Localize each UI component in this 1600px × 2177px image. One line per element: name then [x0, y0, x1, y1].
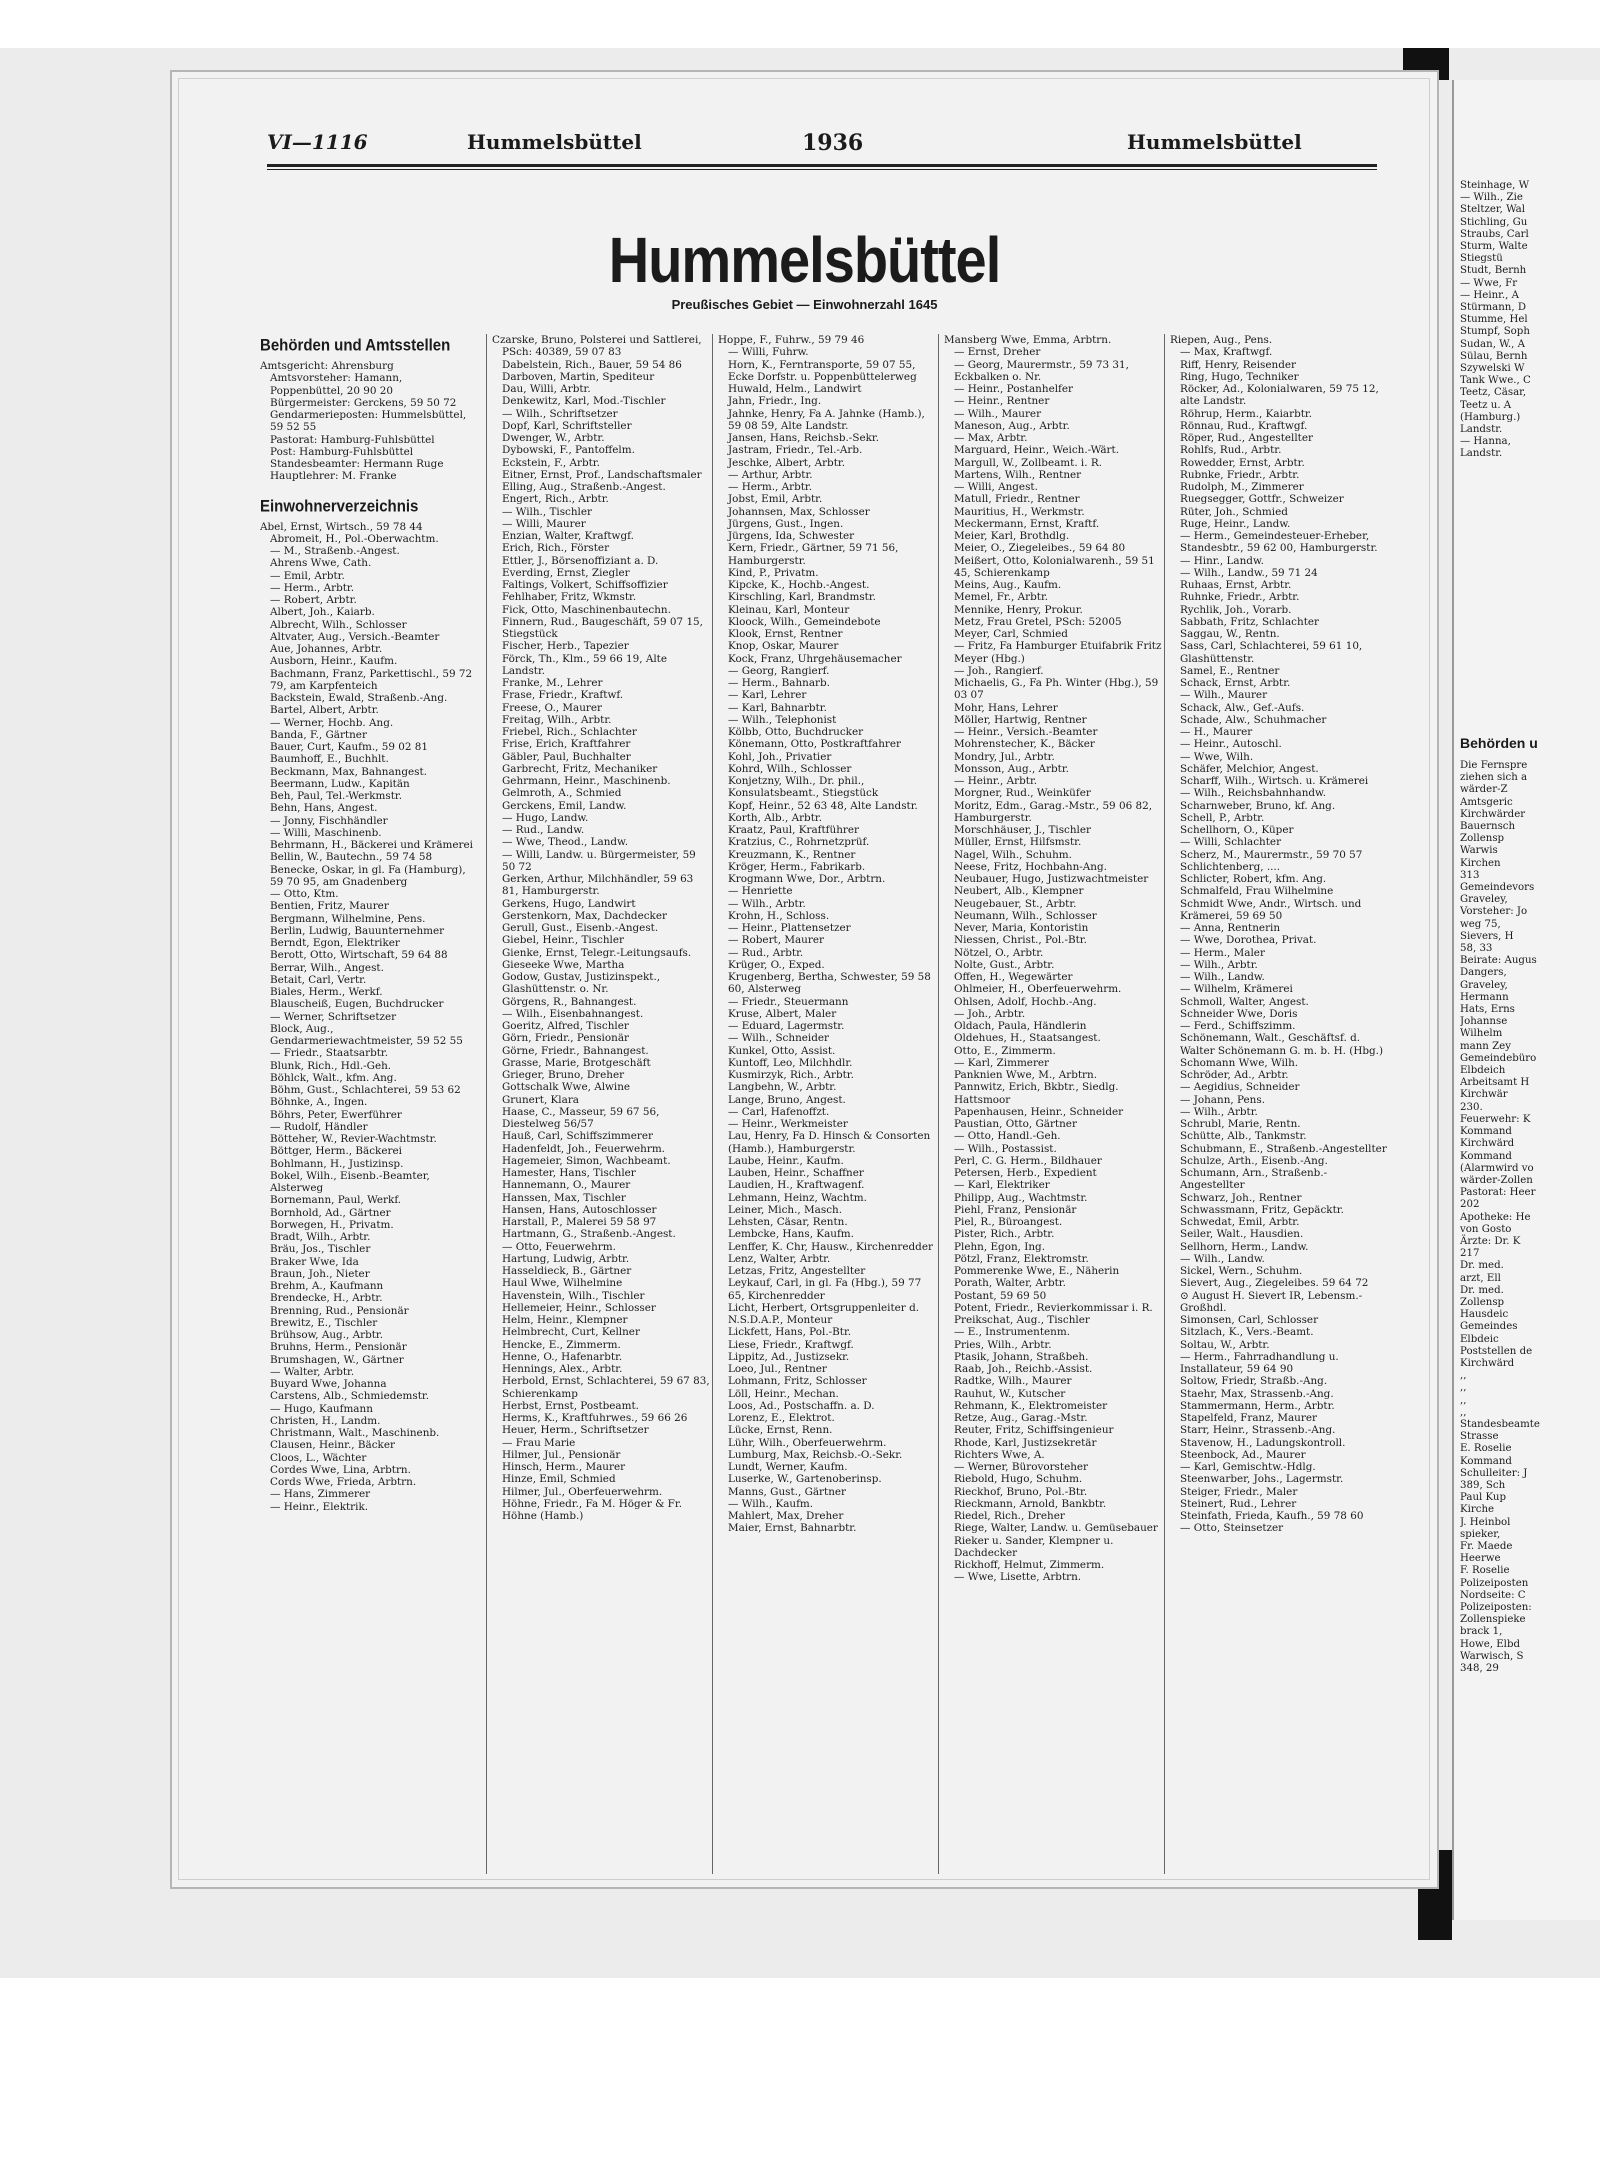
residents-list-4: Mansberg Wwe, Emma, Arbtrn. — Ernst, Dreher — Georg, Maurermstr., 59 73 31, Eckbalken o. Nr. — Heinr., Postanhelfer — Heinr., Rentner — Wilh., Maurer Maneson, Aug., Arbtr. — Max, Arbtr. Marguard, Heinr., Weich.-Wärt. Margull, W., Zollbeamt. i. R. Martens, Wilh., Rentner — Willi, Angest. Matull, Friedr., Rentner Mauritius, H., Werkmstr. Meckermann, Ernst, Kraftf. Meier, Karl, Brothdlg. Meier, O., Ziegeleibes., 59 64 80 Meißert, Otto, Kolonialwarenh., 59 51 45, Schierenkamp Meins, Aug., Kaufm. Memel, Fr., Arbtr. Mennike, Henry, Prokur. Metz, Frau Gretel, PSch: 52005 Meyer, Carl, Schmied — Fritz, Fa Hamburger Etuifabrik Fritz Meyer (Hbg.) — Joh., Rangierf. Michaelis, G., Fa Ph. Winter (Hbg.), 59 03 07 Mohr, Hans, Lehrer Möller, Hartwig, Rentner — Heinr., Versich.-Beamter Mohrenstecher, K., Bäcker Mondry, Jul., Arbtr. Monsson, Aug., Arbtr. — Heinr., Arbtr. Morgner, Rud., Weinküfer Moritz, Edm., Garag.-Mstr., 59 06 82, Hamburgerstr. Morschhäuser, J., Tischler Müller, Ernst, Hilfsmstr. Nagel, Wilh., Schuhm. Neese, Fritz, Hochbahn-Ang. Neubauer, Hugo, Justizwachtmeister Neubert, Alb., Klempner Neugebauer, St., Arbtr. Neumann, Wilh., Schlosser Never, Maria, Kontoristin Niessen, Christ., Pol.-Btr. Nötzel, O., Arbtr. Nolte, Gust., Arbtr. Offen, H., Wegewärter Ohlmeier, H., Oberfeuerwehrm. Ohlsen, Adolf, Hochb.-Ang. — Joh., Arbtr. Oldach, Paula, Händlerin Oldehues, H., Staatsangest. Otto, E., Zimmerm. — Karl, Zimmerer Panknien Wwe, M., Arbtrn. Pannwitz, Erich, Bkbtr., Siedlg. Hattsmoor Papenhausen, Heinr., Schneider Paustian, Otto, Gärtner — Otto, Handl.-Geh. — Wilh., Postassist. Perl, C. G. Herm., Bildhauer Petersen, Herb., Expedient — Karl, Elektriker Philipp, Aug., Wachtmstr. Piehl, Franz, Pensionär Piel, R., Büroangest. Pister, Rich., Arbtr. Plehn, Egon, Ing. Pötzl, Franz, Elektromstr. Pommerenke Wwe, E., Näherin Porath, Walter, Arbtr. Postant, 59 69 50 Potent, Friedr., Revierkommissar i. R. Preikschat, Aug., Tischler — E., Instrumentenm. Pries, Wilh., Arbtr. Ptasik, Johann, Straßbeh. Raab, Joh., Reichb.-Assist. Radtke, Wilh., Maurer Rauhut, W., Kutscher Rehmann, K., Elektromeister Retze, Aug., Garag.-Mstr. Reuter, Fritz, Schiffsingenieur Rhode, Karl, Justizsekretär Richters Wwe, A. — Werner, Bürovorsteher Riebold, Hugo, Schuhm. Rieckhof, Bruno, Pol.-Btr. Rieckmann, Arnold, Bankbtr. Riedel, Rich., Dreher Riege, Walter, Landw. u. Gemüsebauer Rieker u. Sander, Klempner u. Dachdecker Rickhoff, Helmut, Zimmerm. — Wwe, Lisette, Arbtrn.	[944, 334, 1162, 1584]
column-3	[712, 334, 936, 1874]
column-2	[486, 334, 710, 1874]
adjacent-page-list-bottom: Die Fernspre ziehen sich a wärder-Z Amtsgeric Kirchwärder Bauernsch Zollensp Warwis Kirchen 313 Gemeindevors Graveley, Vorsteher: Jo weg 75, Sievers, H 58, 33 Beirate: Augus Dangers, Graveley, Hermann Hats, Erns Johannse Wilhelm mann Zey Gemeindebüro Elbdeich Arbeitsamt H Kirchwär 230. Feuerwehr: K Kommand Kirchwärd Kommand (Alarmwird vo wärder-Zollen Pastorat: Heer 202 Apotheke: He von Gosto Ärzte: Dr. K 217 Dr. med. arzt, Ell Dr. med. Zollensp Hausdeic Gemeindes Elbdeic Poststellen de Kirchwärd ,, ,, ,, ,, Standesbeamte Strasse E. Roselie Kommand Schulleiter: J 389, Sch Paul Kup Kirche J. Heinbol spieker, Fr. Maede Heerwe F. Roselie Polizeiposten Nordseite: C Polizeiposten: Zollenspieke brack 1, Howe, Elbd Warwisch, S 348, 29	[1460, 760, 1540, 1675]
running-head	[267, 130, 1317, 160]
residents-list-5: Riepen, Aug., Pens. — Max, Kraftwgf. Riff, Henry, Reisender Ring, Hugo, Techniker Röcker, Ad., Kolonialwaren, 59 75 12, alte Landstr. Röhrup, Herm., Kaiarbtr. Rönnau, Rud., Kraftwgf. Röper, Rud., Angestellter Rohlfs, Rud., Arbtr. Rowedder, Ernst, Arbtr. Rubnke, Friedr., Arbtr. Rudolph, M., Zimmerer Ruegsegger, Gottfr., Schweizer Rüter, Joh., Schmied Ruge, Heinr., Landw. — Herm., Gemeindesteuer-Erheber, Standesbtr., 59 62 00, Hamburgerstr. — Hinr., Landw. — Wilh., Landw., 59 71 24 Ruhaas, Ernst, Arbtr. Ruhnke, Friedr., Arbtr. Rychlik, Joh., Vorarb. Sabbath, Fritz, Schlachter Saggau, W., Rentn. Sass, Carl, Schlachterei, 59 61 10, Glashüttenstr. Samel, E., Rentner Schack, Ernst, Arbtr. — Wilh., Maurer Schack, Alw., Gef.-Aufs. Schade, Alw., Schuhmacher — H., Maurer — Heinr., Autoschl. — Wwe, Wilh. Schäfer, Melchior, Angest. Scharff, Wilh., Wirtsch. u. Krämerei — Wilh., Reichsbahnhandw. Scharnweber, Bruno, kf. Ang. Schell, P., Arbtr. Schellhorn, O., Küper — Willi, Schlachter Scherz, M., Maurermstr., 59 70 57 Schlichtenberg, .... Schlicter, Robert, kfm. Ang. Schmalfeld, Frau Wilhelmine Schmidt Wwe, Andr., Wirtsch. und Krämerei, 59 69 50 — Anna, Rentnerin — Wwe, Dorothea, Privat. — Herm., Maler — Wilh., Arbtr. — Wilh., Landw. — Wilhelm, Krämerei Schmoll, Walter, Angest. Schneider Wwe, Doris — Ferd., Schiffszimm. Schönemann, Walt., Geschäftsf. d. Walter Schönemann G. m. b. H. (Hbg.) Schomann Wwe, Wilh. Schröder, Ad., Arbtr. — Aegidius, Schneider — Johann, Pens. — Wilh., Arbtr. Schrubl, Marie, Rentn. Schütte, Alb., Tankmstr. Schubmann, E., Straßenb.-Angestellter Schulze, Arth., Eisenb.-Ang. Schumann, Arn., Straßenb.-Angestellter Schwarz, Joh., Rentner Schwassmann, Fritz, Gepäcktr. Schwedat, Emil, Arbtr. Seiler, Walt., Hausdien. Sellhorn, Herm., Landw. — Wilh., Landw. Sickel, Wern., Schuhm. Sievert, Aug., Ziegeleibes. 59 64 72 ⊙ August H. Sievert IR, Lebensm.-Großhdl. Simonsen, Carl, Schlosser Sitzlach, K., Vers.-Beamt. Soltau, W., Arbtr. — Herm., Fahrradhandlung u. Installateur, 59 64 90 Soltow, Friedr, Straßb.-Ang. Staehr, Max, Strassenb.-Ang. Stammermann, Herm., Arbtr. Stapelfeld, Franz, Maurer Starr, Heinr., Strassenb.-Ang. Stavenow, H., Ladungskontroll. Steenbock, Ad., Maurer — Karl, Gemischtw.-Hdlg. Steenwarber, Johs., Lagermstr. Steiger, Friedr., Maler Steinert, Rud., Lehrer Steinfath, Frieda, Kaufh., 59 78 60 — Otto, Steinsetzer	[1170, 334, 1387, 1535]
head-rule	[267, 164, 1377, 167]
column-4	[938, 334, 1162, 1874]
residents-list-1: Abel, Ernst, Wirtsch., 59 78 44 Abromeit, H., Pol.-Oberwachtm. — M., Straßenb.-Angest. Ahrens Wwe, Cath. — Emil, Arbtr. — Herm., Arbtr. — Robert, Arbtr. Albert, Joh., Kaiarb. Albrecht, Wilh., Schlosser Altvater, Aug., Versich.-Beamter Aue, Johannes, Arbtr. Ausborn, Heinr., Kaufm. Bachmann, Franz, Parkettischl., 59 72 79, am Karpfenteich Backstein, Ewald, Straßenb.-Ang. Bartel, Albert, Arbtr. — Werner, Hochb. Ang. Banda, F., Gärtner Bauer, Curt, Kaufm., 59 02 81 Baumhoff, E., Buchhlt. Beckmann, Max, Bahnangest. Beermann, Ludw., Kapitän Beh, Paul, Tel.-Werkmstr. Behn, Hans, Angest. — Jonny, Fischhändler — Willi, Maschinenb. Behrmann, H., Bäckerei und Krämerei Bellin, W., Bautechn., 59 74 58 Benecke, Oskar, in gl. Fa (Hamburg), 59 70 95, am Gnadenberg — Otto, Ktm. Bentien, Fritz, Maurer Bergmann, Wilhelmine, Pens. Berlin, Ludwig, Bauunternehmer Berndt, Egon, Elektriker Berott, Otto, Wirtschaft, 59 64 88 Berrar, Wilh., Angest. Betait, Carl, Vertr. Biales, Herm., Werkf. Blauscheiß, Eugen, Buchdrucker — Werner, Schriftsetzer Block, Aug., Gendarmeriewachtmeister, 59 52 55 — Friedr., Staatsarbtr. Blunk, Rich., Hdl.-Geh. Böhlck, Walt., kfm. Ang. Böhm, Gust., Schlachterei, 59 53 62 Böhnke, A., Ingen. Böhrs, Peter, Ewerführer — Rudolf, Händler Bötteher, W., Revier-Wachtmstr. Böttger, Herm., Bäckerei Bohlmann, H., Justizinsp. Bokel, Wilh., Eisenb.-Beamter, Alsterweg Bornemann, Paul, Werkf. Bornhold, Ad., Gärtner Borwegen, H., Privatm. Bradt, Wilh., Arbtr. Bräu, Jos., Tischler Braker Wwe, Ida Braun, Joh., Nieter Brehm, A., Kaufmann Brendecke, H., Arbtr. Brenning, Rud., Pensionär Brewitz, E., Tischler Brühsow, Aug., Arbtr. Bruhns, Herm., Pensionär Brumshagen, W., Gärtner — Walter, Arbtr. Buyard Wwe, Johanna Carstens, Alb., Schmiedemstr. — Hugo, Kaufmann Christen, H., Landm. Christmann, Walt., Maschinenb. Clausen, Heinr., Bäcker Cloos, L., Wächter Cordes Wwe, Lina, Arbtrn. Cords Wwe, Frieda, Arbtrn. — Hans, Zimmerer — Heinr., Elektrik.	[260, 520, 473, 1513]
page-subtitle: Preußisches Gebiet — Einwohnerzahl 1645	[671, 297, 938, 312]
directory-page	[170, 70, 1439, 1889]
residents-list-2: Czarske, Bruno, Polsterei und Sattlerei, PSch: 40389, 59 07 83 Dabelstein, Rich., Bauer, 59 54 86 Darboven, Martin, Spediteur Dau, Willi, Arbtr. Denkewitz, Karl, Mod.-Tischler — Wilh., Schriftsetzer Dopf, Karl, Schriftsteller Dwenger, W., Arbtr. Dybowski, F., Pantoffelm. Eckstein, F., Arbtr. Eitner, Ernst, Prof., Landschaftsmaler Elling, Aug., Straßenb.-Angest. Engert, Rich., Arbtr. — Wilh., Tischler — Willi, Maurer Enzian, Walter, Kraftwgf. Erich, Rich., Förster Ettler, J., Börsenoffiziant a. D. Everding, Ernst, Ziegler Faltings, Volkert, Schiffsoffizier Fehlhaber, Fritz, Wkmstr. Fick, Otto, Maschinenbautechn. Finnern, Rud., Baugeschäft, 59 07 15, Stiegstück Fischer, Herb., Tapezier Förck, Th., Klm., 59 66 19, Alte Landstr. Franke, M., Lehrer Frase, Friedr., Kraftwf. Freese, O., Maurer Freitag, Wilh., Arbtr. Friebel, Rich., Schlachter Frise, Erich, Kraftfahrer Gäbler, Paul, Buchhalter Garbrecht, Fritz, Mechaniker Gehrmann, Heinr., Maschinenb. Gelmroth, A., Schmied Gerckens, Emil, Landw. — Hugo, Landw. — Rud., Landw. — Wwe, Theod., Landw. — Willi, Landw. u. Bürgermeister, 59 50 72 Gerken, Arthur, Milchhändler, 59 63 81, Hamburgerstr. Gerkens, Hugo, Landwirt Gerstenkorn, Max, Dachdecker Gerull, Gust., Eisenb.-Angest. Giebel, Heinr., Tischler Gienke, Ernst, Telegr.-Leitungsaufs. Gieseeke Wwe, Martha Godow, Gustav, Justizinspekt., Glashüttenstr. o. Nr. Görgens, R., Bahnangest. — Wilh., Eisenbahnangest. Goeritz, Alfred, Tischler Görn, Friedr., Pensionär Görne, Friedr., Bahnangest. Grasse, Marie, Brotgeschäft Grieger, Bruno, Dreher Gottschalk Wwe, Alwine Grunert, Klara Haase, C., Masseur, 59 67 56, Diestelweg 56/57 Hauß, Carl, Schiffszimmerer Hadenfeldt, Joh., Feuerwehrm. Hagemeier, Simon, Wachbeamt. Hamester, Hans, Tischler Hannemann, O., Maurer Hanssen, Max, Tischler Hansen, Hans, Autoschlosser Harstall, P., Malerei 59 58 97 Hartmann, G., Straßenb.-Angest. — Otto, Feuerwehrm. Hartung, Ludwig, Arbtr. Hasseldieck, B., Gärtner Haul Wwe, Wilhelmine Havenstein, Wilh., Tischler Hellemeier, Heinr., Schlosser Helm, Heinr., Klempner Helmbrecht, Curt, Kellner Hencke, E., Zimmerm. Henne, O., Hafenarbtr. Hennings, Alex., Arbtr. Herbold, Ernst, Schlachterei, 59 67 83, Schierenkamp Herbst, Ernst, Postbeamt. Herms, K., Kraftfuhrwes., 59 66 26 Heuer, Herm., Schriftsetzer — Frau Marie Hilmer, Jul., Pensionär Hinsch, Herm., Maurer Hinze, Emil, Schmied Hilmer, Jul., Oberfeuerwehrm. Höhne, Friedr., Fa M. Höger & Fr. Höhne (Hamb.)	[492, 334, 710, 1522]
adjacent-page-list-top: Steinhage, W — Wilh., Zie Steltzer, Wal Stichling, Gu Straubs, Carl Sturm, Walte Stiegstü Studt, Bernh — Wwe, Fr — Heinr., A Stürmann, D Stumme, Hel Stumpf, Soph Sudan, W., A Sülau, Bernh Szywelski W Tank Wwe., C Teetz, Cäsar, Teetz u. A (Hamburg.) Landstr. — Hanna, Landstr.	[1460, 180, 1531, 460]
page-title: Hummelsbüttel	[608, 223, 1001, 296]
residents-list-3: Hoppe, F., Fuhrw., 59 79 46 — Willi, Fuhrw. Horn, K., Ferntransporte, 59 07 55, Ecke Dorfstr. u. Poppenbüttelerweg Huwald, Helm., Landwirt Jahn, Friedr., Ing. Jahnke, Henry, Fa A. Jahnke (Hamb.), 59 08 59, Alte Landstr. Jansen, Hans, Reichsb.-Sekr. Jastram, Friedr., Tel.-Arb. Jeschke, Albert, Arbtr. — Arthur, Arbtr. — Herm., Arbtr. Jobst, Emil, Arbtr. Johannsen, Max, Schlosser Jürgens, Gust., Ingen. Jürgens, Ida, Schwester Kern, Friedr., Gärtner, 59 71 56, Hamburgerstr. Kind, P., Privatm. Kipcke, K., Hochb.-Angest. Kirschling, Karl, Brandmstr. Kleinau, Karl, Monteur Kloock, Wilh., Gemeindebote Klook, Ernst, Rentner Knop, Oskar, Maurer Kock, Franz, Uhrgehäusemacher — Georg, Rangierf. — Herm., Bahnarb. — Karl, Lehrer — Karl, Bahnarbtr. — Wilh., Telephonist Kölbb, Otto, Buchdrucker Könemann, Otto, Postkraftfahrer Kohl, Joh., Privatier Kohrd, Wilh., Schlosser Konjetzny, Wilh., Dr. phil., Konsulatsbeamt., Stiegstück Kopf, Heinr., 52 63 48, Alte Landstr. Korth, Alb., Arbtr. Kraatz, Paul, Kraftführer Kratzius, C., Rohrnetzprüf. Kreuzmann, K., Rentner Kröger, Herm., Fabrikarb. Krogmann Wwe, Dor., Arbtrn. — Henriette — Wilh., Arbtr. Krohn, H., Schloss. — Heinr., Plattensetzer — Robert, Maurer — Rud., Arbtr. Krüger, O., Exped. Krugenberg, Bertha, Schwester, 59 58 60, Alsterweg — Friedr., Steuermann Kruse, Albert, Maler — Eduard, Lagermstr. — Wilh., Schneider Kunkel, Otto, Assist. Kuntoff, Leo, Milchhdlr. Kusmirzyk, Rich., Arbtr. Langbehn, W., Arbtr. Lange, Bruno, Angest. — Carl, Hafenoffzt. — Heinr., Werkmeister Lau, Henry, Fa D. Hinsch & Consorten (Hamb.), Hamburgerstr. Laube, Heinr., Kaufm. Lauben, Heinr., Schaffner Laudien, H., Kraftwagenf. Lehmann, Heinz, Wachtm. Leiner, Mich., Masch. Lehsten, Cäsar, Rentn. Lembcke, Hans, Kaufm. Lenffer, K. Chr, Hausw., Kirchenredder Lenz, Walter, Arbtr. Letzas, Fritz, Angestellter Leykauf, Carl, in gl. Fa (Hbg.), 59 77 65, Kirchenredder Licht, Herbert, Ortsgruppenleiter d. N.S.D.A.P., Monteur Lickfett, Hans, Pol.-Btr. Liese, Friedr., Kraftwgf. Lippitz, Ad., Justizsekr. Loeo, Jul., Rentner Lohmann, Fritz, Schlosser Löll, Heinr., Mechan. Loos, Ad., Postschaffn. a. D. Lorenz, E., Elektrot. Lücke, Ernst, Renn. Lühr, Wilh., Oberfeuerwehrm. Lumburg, Max, Reichsb.-O.-Sekr. Lundt, Werner, Kaufm. Luserke, W., Gartenoberinsp. Manns, Gust., Gärtner — Wilh., Kaufm. Mahlert, Max, Dreher Maier, Ernst, Bahnarbtr.	[718, 334, 933, 1535]
running-head-place-left: Hummelsbüttel	[467, 130, 642, 154]
page-number: VI—1116	[267, 130, 368, 154]
running-head-year: 1936	[802, 130, 864, 156]
authorities-list: Amtsgericht: Ahrensburg Amtsvorsteher: Hamann, Poppenbüttel, 20 90 20 Bürgermeister: Gerckens, 59 50 72 Gendarmerieposten: Hummelsbüttel, 59 52 55 Pastorat: Hamburg-Fuhlsbüttel Post: Hamburg-Fuhlsbüttel Standesbeamter: Hermann Ruge Hauptlehrer: M. Franke	[260, 360, 467, 483]
authorities-heading: Behörden und Amtsstellen	[260, 336, 451, 355]
adjacent-page-heading: Behörden u	[1460, 735, 1538, 751]
head-rule-thin	[267, 169, 1377, 170]
adjacent-page-fragment	[1452, 80, 1600, 1920]
column-1	[260, 334, 478, 1874]
directory-columns	[260, 334, 1387, 1874]
running-head-place-right: Hummelsbüttel	[1127, 130, 1302, 154]
residents-heading: Einwohnerverzeichnis	[260, 496, 419, 516]
column-5	[1164, 334, 1388, 1874]
